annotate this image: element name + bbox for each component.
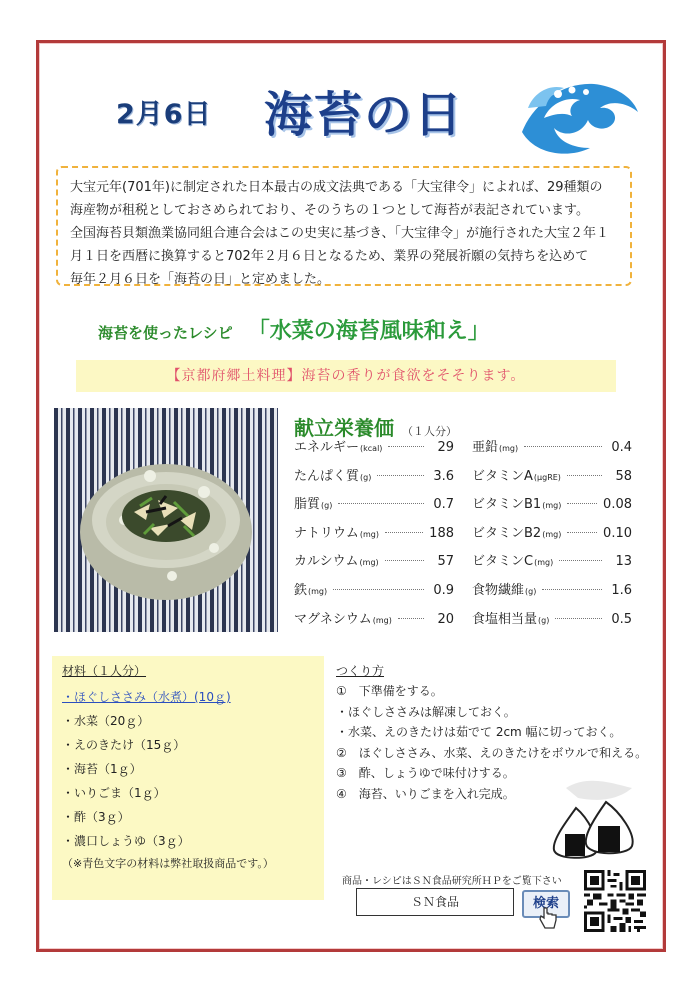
nutrition-row xyxy=(294,579,454,608)
nutrient-unit: (mg) xyxy=(372,615,392,625)
nutrient-unit: (g) xyxy=(360,472,372,482)
dot-leader xyxy=(567,503,597,504)
nutrient-unit: (g) xyxy=(321,501,333,511)
nutrient-value: 13 xyxy=(615,554,632,570)
nutrient-label: カルシウム xyxy=(294,554,359,570)
intro-line: 大宝元年(701年)に制定された日本最古の成文法典である「大宝律令」によれば、29種類の xyxy=(70,180,603,195)
nutrition-row xyxy=(472,579,632,608)
material-item: ・濃口しょうゆ（3ｇ） xyxy=(62,834,190,848)
nutrient-unit: (mg) xyxy=(542,529,562,539)
nutrient-value: 0.7 xyxy=(433,497,454,513)
nutrient-value: 20 xyxy=(437,611,454,627)
nutrition-row xyxy=(472,493,632,522)
nutrient-unit: (g) xyxy=(525,586,537,596)
nutrient-unit: (mg) xyxy=(499,444,519,453)
page-title: 海苔の日 xyxy=(264,87,465,143)
step-item: ③ 酢、しょうゆで味付けする。 xyxy=(336,766,515,780)
dot-leader xyxy=(385,532,423,533)
pointer-hand-icon xyxy=(538,906,558,930)
search-input[interactable]: ＳＮ食品 xyxy=(356,888,514,916)
nutrition-list-left xyxy=(294,436,454,636)
dot-leader xyxy=(524,446,602,447)
nutrition-row xyxy=(294,522,454,551)
intro-box xyxy=(56,166,632,286)
dish-photo xyxy=(54,408,278,632)
nutrition-list-right xyxy=(472,436,632,636)
nutrition-row xyxy=(472,608,632,637)
nutrient-unit: (kcal) xyxy=(360,444,383,453)
material-item: ・海苔（1ｇ） xyxy=(62,762,142,776)
materials-heading: 材料（１人分） xyxy=(62,664,147,678)
nutrition-row xyxy=(472,436,632,465)
dot-leader xyxy=(388,446,424,447)
nutrient-value: 3.6 xyxy=(433,468,454,484)
nutrition-row xyxy=(294,608,454,637)
intro-line: 海産物が租税としておさめられており、そのうちの１つとして海苔が表記されています。 xyxy=(70,203,589,218)
nutrient-label: 鉄 xyxy=(294,582,308,598)
materials-box xyxy=(52,656,324,900)
nutrition-servings: （１人分） xyxy=(402,425,457,438)
step-item: ・ほぐしささみは解凍しておく。 xyxy=(336,704,516,719)
nutrient-value: 188 xyxy=(429,525,454,541)
recipe-prefix: 海苔を使ったレシピ xyxy=(98,324,233,342)
nutrient-value: 0.10 xyxy=(603,525,632,541)
nutrient-unit: (µgRE) xyxy=(533,472,561,482)
material-item-link[interactable]: ・ほぐしささみ（水煮）(10ｇ) xyxy=(62,690,231,704)
dot-leader xyxy=(398,618,424,619)
recipe-tagline: 【京都府郷土料理】海苔の香りが食欲をそそります。 xyxy=(76,360,616,392)
nutrition-row xyxy=(294,436,454,465)
nutrient-label: マグネシウム xyxy=(294,611,372,627)
material-item: ・水菜（20ｇ） xyxy=(62,714,150,728)
nutrition-row xyxy=(472,550,632,579)
nutrient-label: 脂質 xyxy=(294,497,321,513)
dot-leader xyxy=(338,503,424,504)
nutrient-label: ビタミンB1 xyxy=(472,497,542,513)
recipe-heading xyxy=(98,314,598,345)
dot-leader xyxy=(559,560,602,561)
nutrient-unit: (mg) xyxy=(359,529,379,539)
nutrient-label: ビタミンB2 xyxy=(472,525,542,541)
nutrient-value: 0.4 xyxy=(611,440,632,455)
nutrient-unit: (mg) xyxy=(542,501,562,511)
nutrient-value: 0.9 xyxy=(433,582,454,598)
step-item: ④ 海苔、いりごまを入れ完成。 xyxy=(336,786,515,801)
nutrient-label: たんぱく質 xyxy=(294,468,360,484)
date-heading: 2月6日 xyxy=(116,99,212,130)
intro-line: 毎年２月６日を「海苔の日」と定めました。 xyxy=(70,272,331,287)
nutrition-row xyxy=(294,493,454,522)
nutrition-row xyxy=(294,465,454,494)
nutrition-title-text: 献立栄養価 xyxy=(294,416,394,440)
nutrition-row xyxy=(472,522,632,551)
material-item: ・えのきたけ（15ｇ） xyxy=(62,738,186,752)
material-item: ・酢（3ｇ） xyxy=(62,810,130,824)
dot-leader xyxy=(333,589,424,590)
nutrient-value: 0.08 xyxy=(603,497,632,513)
nutrient-label: ビタミンC xyxy=(472,554,534,570)
nutrient-value: 29 xyxy=(437,440,454,455)
step-item: ① 下準備をする。 xyxy=(336,684,443,698)
onigiri-icon xyxy=(548,778,638,862)
steps-heading: つくり方 xyxy=(336,664,385,678)
nutrient-value: 1.6 xyxy=(611,582,632,598)
nutrient-unit: (mg) xyxy=(359,558,379,568)
nutrient-label: ナトリウム xyxy=(294,525,359,541)
dot-leader xyxy=(542,589,602,590)
wave-icon xyxy=(514,62,642,158)
dot-leader xyxy=(567,475,602,476)
nutrient-label: 食物繊維 xyxy=(472,582,525,598)
qr-code-icon[interactable] xyxy=(584,870,646,932)
dot-leader xyxy=(567,532,597,533)
promo-text: 商品・レシピはＳＮ食品研究所ＨＰをご覧下さい xyxy=(342,876,562,887)
dot-leader xyxy=(555,618,602,619)
nutrient-label: 亜鉛 xyxy=(472,440,499,455)
nutrient-value: 0.5 xyxy=(611,611,632,627)
nutrient-value: 58 xyxy=(615,468,632,484)
nutrient-unit: (mg) xyxy=(308,586,328,596)
dot-leader xyxy=(385,560,424,561)
intro-line: 全国海苔貝類漁業協同組合連合会はこの史実に基づき、「大宝律令」が施行された大宝２年１ xyxy=(70,226,609,241)
nutrient-unit: (g) xyxy=(538,615,550,625)
recipe-name: 「水菜の海苔風味和え」 xyxy=(247,319,490,344)
nutrition-row xyxy=(472,465,632,494)
nutrient-label: 食塩相当量 xyxy=(472,611,538,627)
nutrient-label: エネルギー xyxy=(294,440,360,455)
materials-note: （※青色文字の材料は弊社取扱商品です。） xyxy=(62,857,274,870)
material-item: ・いりごま（1ｇ） xyxy=(62,786,166,800)
nutrient-unit: (mg) xyxy=(534,558,554,568)
dot-leader xyxy=(377,475,424,476)
nutrition-row xyxy=(294,550,454,579)
nutrient-label: ビタミンA xyxy=(472,468,533,484)
search-button[interactable]: 検索 xyxy=(522,890,570,918)
step-item: ・水菜、えのきたけは茹でて 2cm 幅に切っておく。 xyxy=(336,725,622,739)
nutrient-value: 57 xyxy=(437,554,454,570)
intro-line: 月１日を西暦に換算すると702年２月６日となるため、業界の発展祈願の気持ちを込めて xyxy=(70,249,589,264)
step-item: ② ほぐしささみ、水菜、えのきたけをボウルで和える。 xyxy=(336,745,648,760)
